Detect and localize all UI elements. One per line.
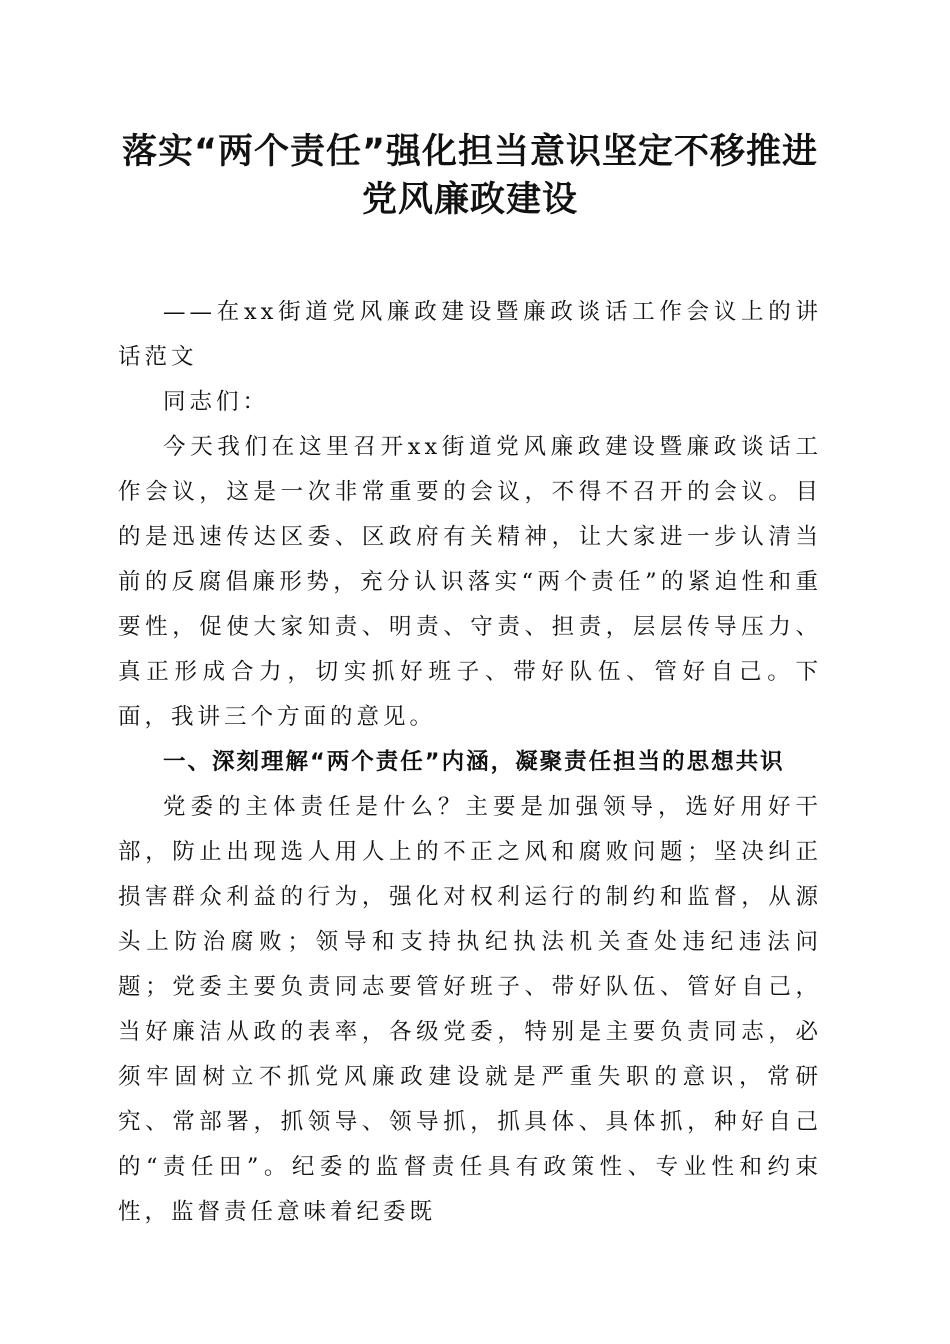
- document-body: [118, 290, 822, 1235]
- subtitle: ——在xx街道党风廉政建设暨廉政谈话工作会议上的讲话范文: [118, 299, 822, 370]
- paragraph-intro: 今天我们在这里召开xx街道党风廉政建设暨廉政谈话工作会议，这是一次非常重要的会议，不得不召开的会议。目的是迅速传达区委、区政府有关精神，让大家进一步认清当前的反腐倡廉形势，充分认识落实“两个责任”的紧迫性和重要性，促使大家知责、明责、守责、担责，层层传导压力、真正形成合力，切实抓好班子、带好队伍、管好自己。下面，我讲三个方面的意见。: [118, 434, 822, 730]
- salutation: 同志们：: [163, 389, 270, 415]
- paragraph-section-1: 党委的主体责任是什么？主要是加强领导，选好用好干部，防止出现选人用人上的不正之风和腐败问题；坚决纠正损害群众利益的行为，强化对权利运行的制约和监督，从源头上防治腐败；领导和支持执纪执法机关查处违纪违法问题；党委主要负责同志要管好班子、带好队伍、管好自己，当好廉洁从政的表率，各级党委，特别是主要负责同志，必须牢固树立不抓党风廉政建设就是严重失职的意识，常研究、常部署，抓领导、领导抓，抓具体、具体抓，种好自己的“责任田”。纪委的监督责任具有政策性、专业性和约束性，监督责任意味着纪委既: [118, 794, 822, 1225]
- title-line-1: 落实“两个责任”强化担当意识坚定不移推进: [121, 132, 818, 172]
- section-heading-1: 一、深刻理解“两个责任”内涵，凝聚责任担当的思想共识: [163, 749, 785, 775]
- title-line-2: 党风廉政建设: [361, 180, 578, 220]
- document-title: [118, 0, 822, 224]
